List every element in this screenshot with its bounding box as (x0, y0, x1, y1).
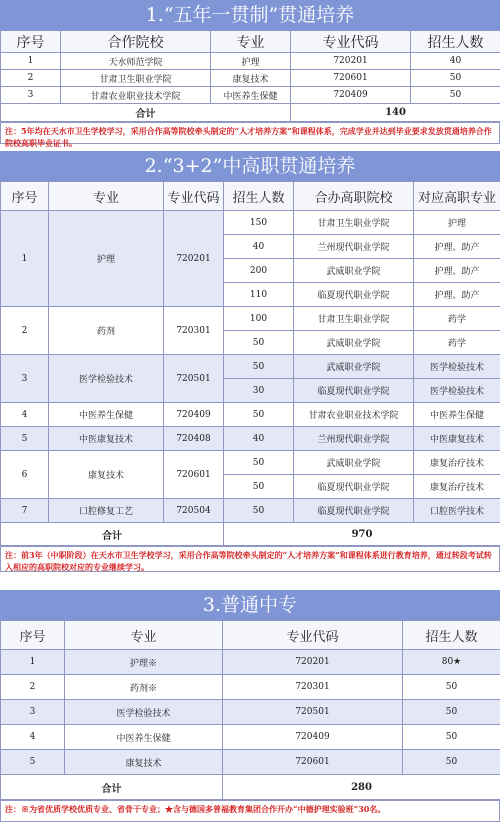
count-cell: 50 (411, 70, 500, 87)
section1-title: 1.“五年一贯制”贯通培养 (0, 0, 500, 30)
header-cell: 对应高职专业 (414, 182, 500, 211)
code-cell: 720301 (164, 307, 224, 355)
section3-header-row (1, 621, 500, 650)
header-cell: 专业 (211, 31, 291, 53)
major-cell: 康复技术 (49, 451, 164, 499)
count-cell: 150 (224, 211, 294, 235)
table-row (1, 700, 500, 725)
total-label: 合计 (1, 775, 223, 800)
major-cell: 中医养生保健 (65, 725, 223, 750)
code-cell: 720409 (291, 87, 411, 104)
header-cell: 专业 (65, 621, 223, 650)
code-cell: 720409 (164, 403, 224, 427)
higher-major-cell: 护理、助产 (414, 283, 500, 307)
school-cell: 天水师范学院 (61, 53, 211, 70)
count-cell: 50 (224, 403, 294, 427)
code-cell: 720501 (164, 355, 224, 403)
higher-major-cell: 护理、助产 (414, 235, 500, 259)
section2-total-row (1, 523, 500, 546)
table-row (1, 675, 500, 700)
major-cell: 医学检验技术 (49, 355, 164, 403)
row-number: 3 (1, 87, 61, 104)
count-cell: 50 (224, 355, 294, 379)
table-row (1, 427, 500, 451)
table-row (1, 403, 500, 427)
count-cell: 50 (403, 725, 500, 750)
table-row (1, 355, 500, 379)
count-cell: 40 (224, 427, 294, 451)
higher-major-cell: 护理、助产 (414, 259, 500, 283)
higher-major-cell: 药学 (414, 307, 500, 331)
table-row (1, 451, 500, 475)
school-cell: 武威职业学院 (294, 355, 414, 379)
table-row (1, 87, 500, 104)
school-cell: 临夏现代职业学院 (294, 475, 414, 499)
major-cell: 护理※ (65, 650, 223, 675)
row-number: 2 (1, 70, 61, 87)
count-cell: 30 (224, 379, 294, 403)
count-cell: 50 (224, 475, 294, 499)
higher-major-cell: 药学 (414, 331, 500, 355)
count-cell: 50 (224, 499, 294, 523)
count-cell: 110 (224, 283, 294, 307)
major-cell: 康复技术 (65, 750, 223, 775)
code-cell: 720601 (164, 451, 224, 499)
school-cell: 甘肃农业职业技术学院 (61, 87, 211, 104)
header-cell: 序号 (1, 621, 65, 650)
major-cell: 中医康复技术 (49, 427, 164, 451)
table-row (1, 307, 500, 331)
major-cell: 中医养生保健 (211, 87, 291, 104)
header-cell: 专业 (49, 182, 164, 211)
header-cell: 合作院校 (61, 31, 211, 53)
total-label: 合计 (1, 104, 291, 122)
school-cell: 武威职业学院 (294, 451, 414, 475)
row-number: 1 (1, 53, 61, 70)
count-cell: 40 (224, 235, 294, 259)
code-cell: 720201 (223, 650, 403, 675)
higher-major-cell: 医学检验技术 (414, 379, 500, 403)
count-cell: 40 (411, 53, 500, 70)
total-label: 合计 (1, 523, 224, 546)
section-gap (0, 572, 500, 590)
code-cell: 720504 (164, 499, 224, 523)
header-cell: 序号 (1, 182, 49, 211)
table-row (1, 750, 500, 775)
school-cell: 甘肃卫生职业学院 (294, 307, 414, 331)
higher-major-cell: 医学检验技术 (414, 355, 500, 379)
code-cell: 720601 (291, 70, 411, 87)
count-cell: 50 (403, 675, 500, 700)
code-cell: 720601 (223, 750, 403, 775)
count-cell: 50 (224, 331, 294, 355)
row-number: 4 (1, 403, 49, 427)
school-cell: 武威职业学院 (294, 331, 414, 355)
table-row (1, 211, 500, 235)
section3-table (0, 620, 500, 800)
code-cell: 720501 (223, 700, 403, 725)
section1-note: 注：5年均在天水市卫生学校学习，采用合作高等院校牵头制定的“人才培养方案”和课程体系，完成学业并达到毕业要求发放贯通培养合作院校高职毕业证书。 (0, 122, 500, 144)
count-cell: 50 (411, 87, 500, 104)
count-cell: 50 (403, 700, 500, 725)
section2-note: 注：前3年（中职阶段）在天水市卫生学校学习，采用合作高等院校牵头制定的“人才培养方案”和课程体系进行教育培养，通过转段考试转入相应的高职院校对应的专业继续学习。 (0, 546, 500, 572)
section3-note: 注：※为省优质学校优质专业、省骨干专业；★含与德国多普福教育集团合作开办“中德护理实验班”30名。 (0, 800, 500, 822)
table-row (1, 70, 500, 87)
higher-major-cell: 中医养生保健 (414, 403, 500, 427)
table-row (1, 725, 500, 750)
header-cell: 招生人数 (224, 182, 294, 211)
header-cell: 合办高职院校 (294, 182, 414, 211)
code-cell: 720301 (223, 675, 403, 700)
row-number: 4 (1, 725, 65, 750)
school-cell: 甘肃卫生职业学院 (61, 70, 211, 87)
higher-major-cell: 康复治疗技术 (414, 451, 500, 475)
higher-major-cell: 护理 (414, 211, 500, 235)
count-cell: 80★ (403, 650, 500, 675)
header-cell: 招生人数 (411, 31, 500, 53)
row-number: 1 (1, 650, 65, 675)
row-number: 5 (1, 750, 65, 775)
row-number: 2 (1, 307, 49, 355)
school-cell: 甘肃农业职业技术学院 (294, 403, 414, 427)
higher-major-cell: 康复治疗技术 (414, 475, 500, 499)
school-cell: 甘肃卫生职业学院 (294, 211, 414, 235)
section2-title: 2.“3+2”中高职贯通培养 (0, 151, 500, 181)
header-cell: 专业代码 (291, 31, 411, 53)
major-cell: 药剂 (49, 307, 164, 355)
section2-header-row (1, 182, 500, 211)
count-cell: 50 (403, 750, 500, 775)
table-row (1, 650, 500, 675)
higher-major-cell: 口腔医学技术 (414, 499, 500, 523)
count-cell: 200 (224, 259, 294, 283)
section1-table (0, 30, 500, 122)
higher-major-cell: 中医康复技术 (414, 427, 500, 451)
header-cell: 专业代码 (164, 182, 224, 211)
major-cell: 口腔修复工艺 (49, 499, 164, 523)
total-value: 140 (291, 104, 500, 122)
total-value: 970 (224, 523, 500, 546)
row-number: 3 (1, 700, 65, 725)
major-cell: 康复技术 (211, 70, 291, 87)
section2-table (0, 181, 500, 546)
school-cell: 兰州现代职业学院 (294, 427, 414, 451)
row-number: 7 (1, 499, 49, 523)
school-cell: 兰州现代职业学院 (294, 235, 414, 259)
major-cell: 医学检验技术 (65, 700, 223, 725)
section3-total-row (1, 775, 500, 800)
row-number: 1 (1, 211, 49, 307)
school-cell: 临夏现代职业学院 (294, 379, 414, 403)
row-number: 3 (1, 355, 49, 403)
major-cell: 护理 (49, 211, 164, 307)
major-cell: 药剂※ (65, 675, 223, 700)
total-value: 280 (223, 775, 500, 800)
code-cell: 720201 (164, 211, 224, 307)
major-cell: 中医养生保健 (49, 403, 164, 427)
section1-header-row (1, 31, 500, 53)
code-cell: 720201 (291, 53, 411, 70)
school-cell: 临夏现代职业学院 (294, 499, 414, 523)
row-number: 2 (1, 675, 65, 700)
row-number: 5 (1, 427, 49, 451)
section3-title: 3.普通中专 (0, 590, 500, 620)
code-cell: 720409 (223, 725, 403, 750)
count-cell: 50 (224, 451, 294, 475)
header-cell: 招生人数 (403, 621, 500, 650)
section1-total-row (1, 104, 500, 122)
school-cell: 临夏现代职业学院 (294, 283, 414, 307)
table-row (1, 53, 500, 70)
header-cell: 专业代码 (223, 621, 403, 650)
major-cell: 护理 (211, 53, 291, 70)
school-cell: 武威职业学院 (294, 259, 414, 283)
count-cell: 100 (224, 307, 294, 331)
header-cell: 序号 (1, 31, 61, 53)
code-cell: 720408 (164, 427, 224, 451)
row-number: 6 (1, 451, 49, 499)
table-row (1, 499, 500, 523)
